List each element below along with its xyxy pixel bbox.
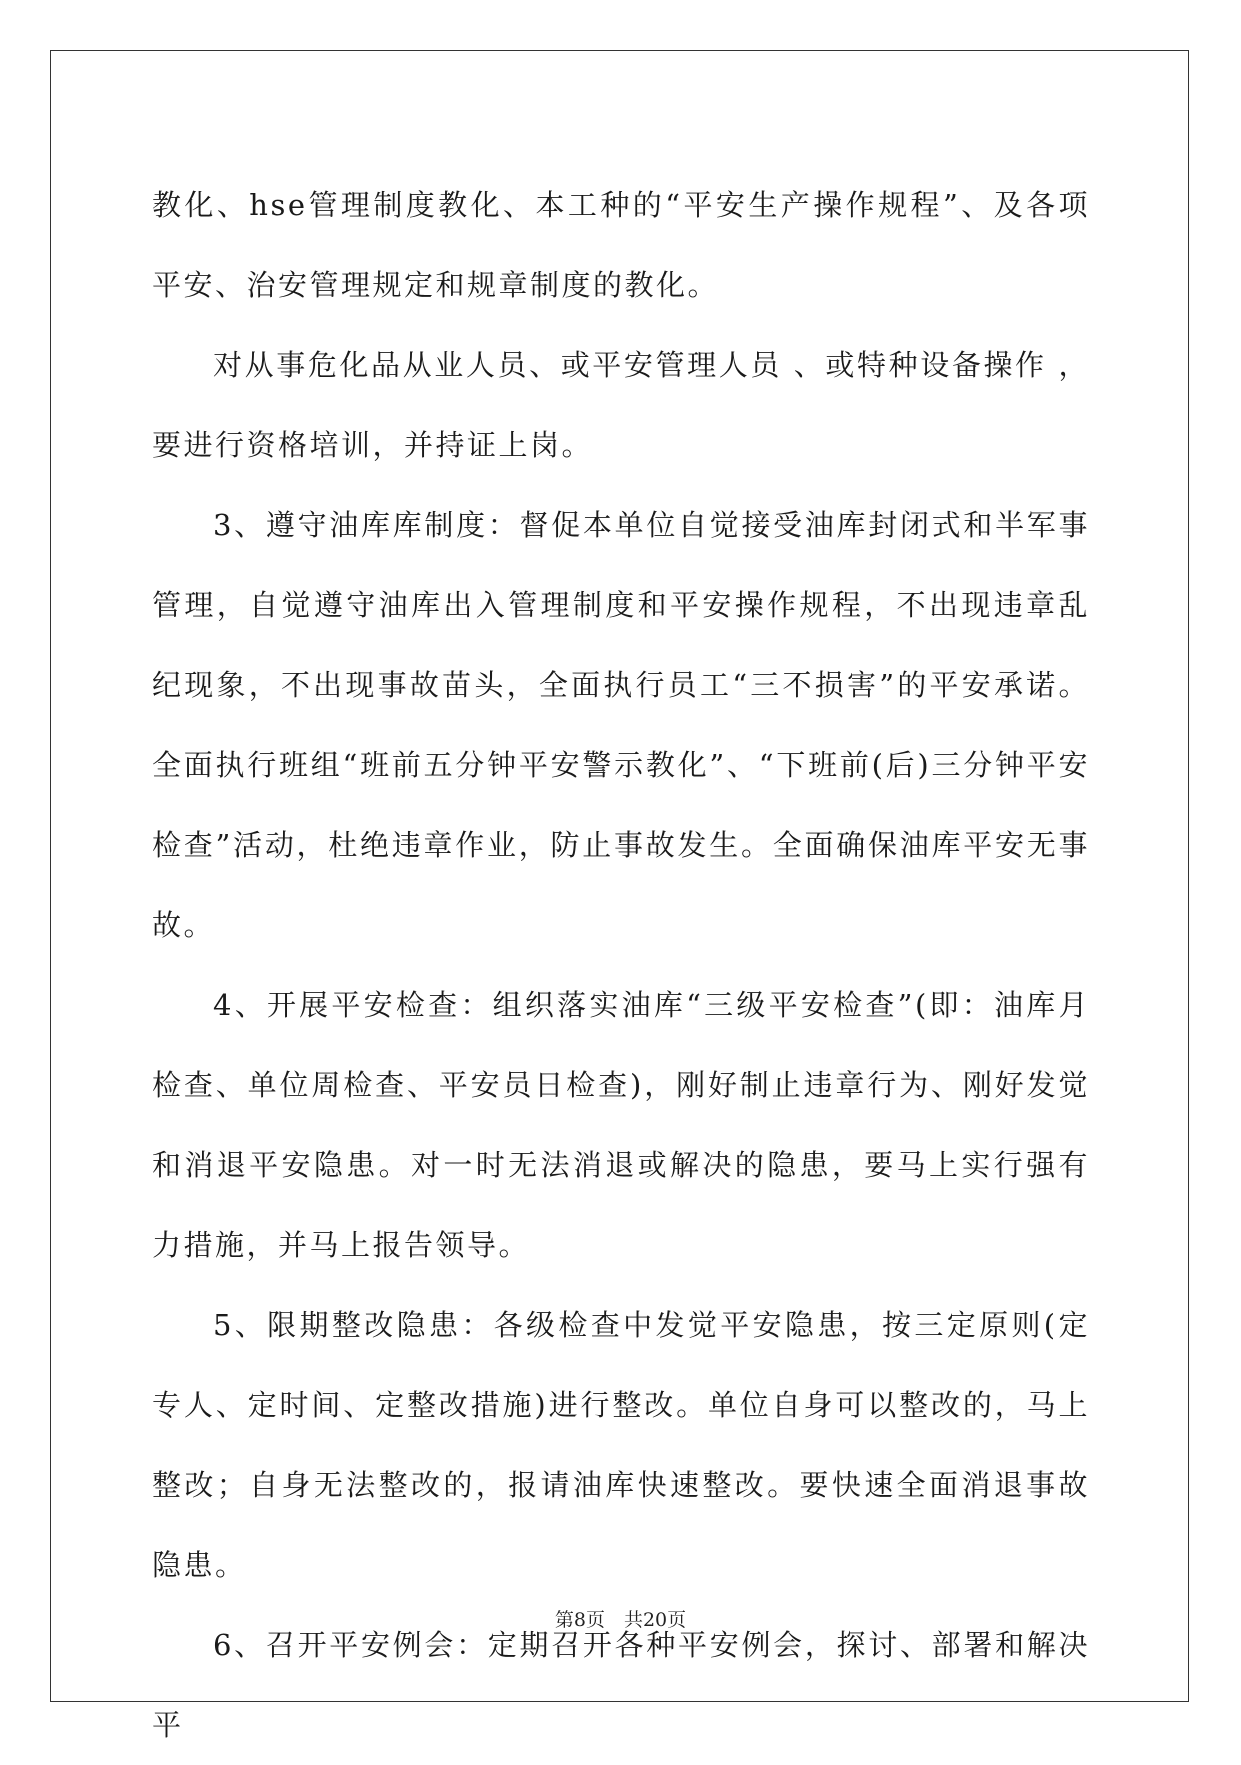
page-number: 第8页 共20页 [554,1609,687,1631]
paragraph-4: 4、开展平安检查：组织落实油库“三级平安检查”(即：油库月检查、单位周检查、平安员日检查)，刚好制止违章行为、刚好发觉和消退平安隐患。对一时无法消退或解决的隐患，要马上实行强有力措施，并马上报告领导。 [152,988,1090,1262]
paragraph-2: 对从事危化品从业人员、或平安管理人员 、或特种设备操作 ，要进行资格培训，并持证上岗。 [152,348,1090,462]
document-body [152,165,1090,1765]
paragraph-6: 6、召开平安例会：定期召开各种平安例会，探讨、部署和解决平 [152,1628,1090,1742]
page-footer [0,1605,1241,1632]
paragraph-3: 3、遵守油库库制度：督促本单位自觉接受油库封闭式和半军事管理，自觉遵守油库出入管理制度和平安操作规程，不出现违章乱纪现象，不出现事故苗头，全面执行员工“三不损害”的平安承诺。全面执行班组“班前五分钟平安警示教化”、“下班前(后)三分钟平安检查”活动，杜绝违章作业，防止事故发生。全面确保油库平安无事故。 [152,508,1090,942]
paragraph-1: 教化、hse管理制度教化、本工种的“平安生产操作规程”、及各项平安、治安管理规定和规章制度的教化。 [152,188,1090,302]
paragraph-5: 5、限期整改隐患：各级检查中发觉平安隐患，按三定原则(定专人、定时间、定整改措施)进行整改。单位自身可以整改的，马上整改；自身无法整改的，报请油库快速整改。要快速全面消退事故隐患。 [152,1308,1090,1582]
